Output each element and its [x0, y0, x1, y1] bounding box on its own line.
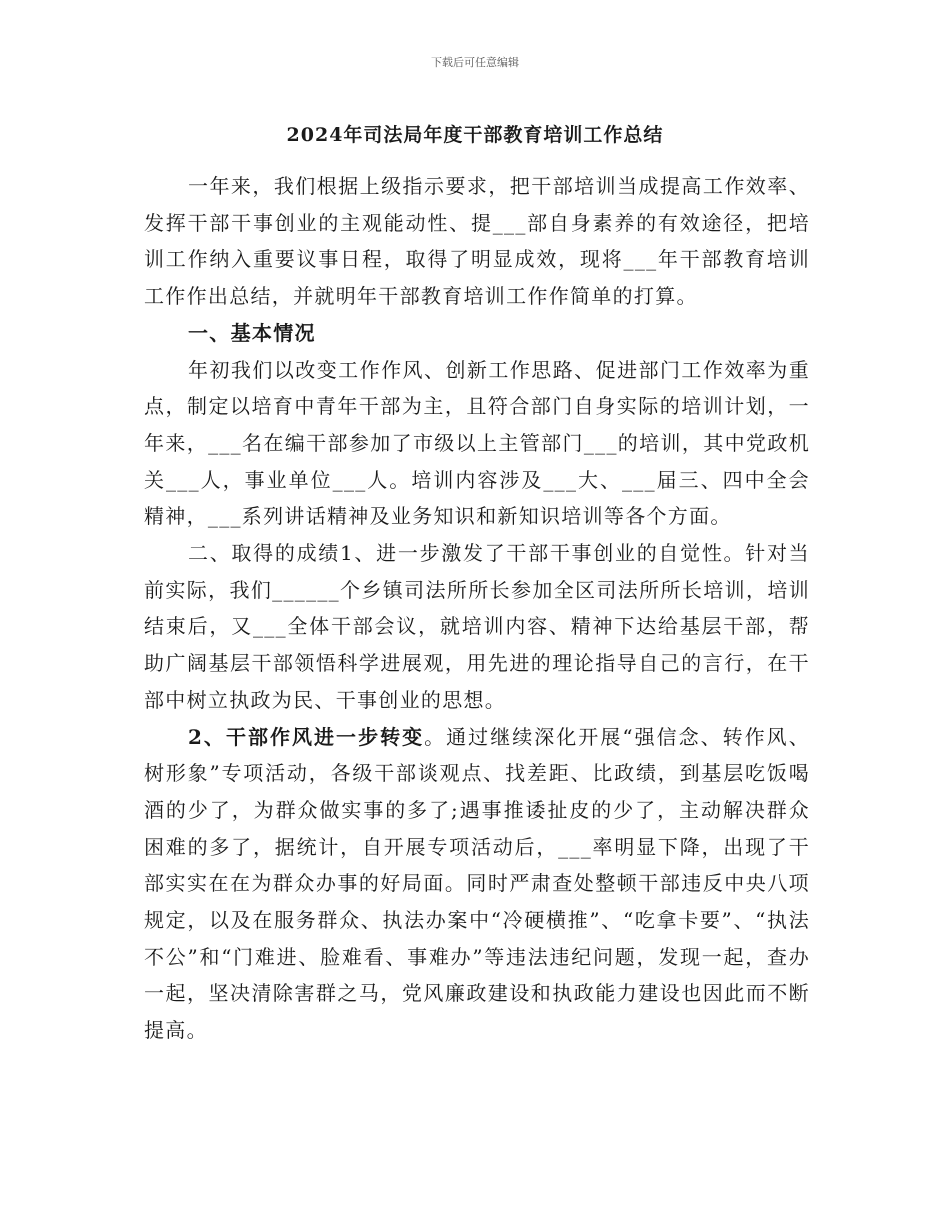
header-note: 下载后可任意编辑 — [431, 56, 519, 69]
document-title: 2024年司法局年度干部教育培训工作总结 — [286, 124, 664, 146]
section-heading-basic-situation: 一、基本情况 — [188, 320, 316, 345]
paragraph-achievements: 二、取得的成绩1、进一步激发了干部干事创业的自觉性。针对当前实际，我们______个乡镇司法所所长参加全区司法所所长培训，培训结束后，又___全体干部会议，就培训内容、精神下达给基层干部，帮助广阔基层干部领悟科学进展观，用先进的理论指导自己的言行，在干部中树立执政为民、干事创业的思想。 — [144, 541, 810, 712]
paragraph-work-style — [144, 719, 810, 1049]
paragraph-basic-situation: 年初我们以改变工作作风、创新工作思路、促进部门工作效率为重点，制定以培育中青年干部为主，且符合部门自身实际的培训计划，一年来，___名在编干部参加了市级以上主管部门___的培训，其中党政机关___人，事业单位___人。培训内容涉及___大、___届三、四中全会精神，___系列讲话精神及业务知识和新知识培训等各个方面。 — [144, 357, 810, 529]
paragraph-work-style-body: 。通过继续深化开展“强信念、转作风、树形象”专项活动，各级干部谈观点、找差距、比政绩，到基层吃饭喝酒的少了，为群众做实事的多了;遇事推诿扯皮的少了，主动解决群众困难的多了，据统计，自开展专项活动后，___率明显下降，出现了干部实实在在为群众办事的好局面。同时严肃查处整顿干部违反中央八项规定，以及在服务群众、执法办案中“冷硬横推”、“吃拿卡要”、“执法不公”和“门难进、脸难看、事难办”等违法违纪问题，发现一起，查办一起，坚决清除害群之马，党风廉政建设和执政能力建设也因此而不断提高。 — [144, 724, 811, 1043]
document-body — [144, 168, 810, 1049]
paragraph-work-style-lead: 2、干部作风进一步转变 — [188, 724, 425, 749]
paragraph-intro: 一年来，我们根据上级指示要求，把干部培训当成提高工作效率、发挥干部干事创业的主观能动性、提___部自身素养的有效途径，把培训工作纳入重要议事日程，取得了明显成效，现将___年干部教育培训工作作出总结，并就明年干部教育培训工作作简单的打算。 — [144, 174, 810, 309]
